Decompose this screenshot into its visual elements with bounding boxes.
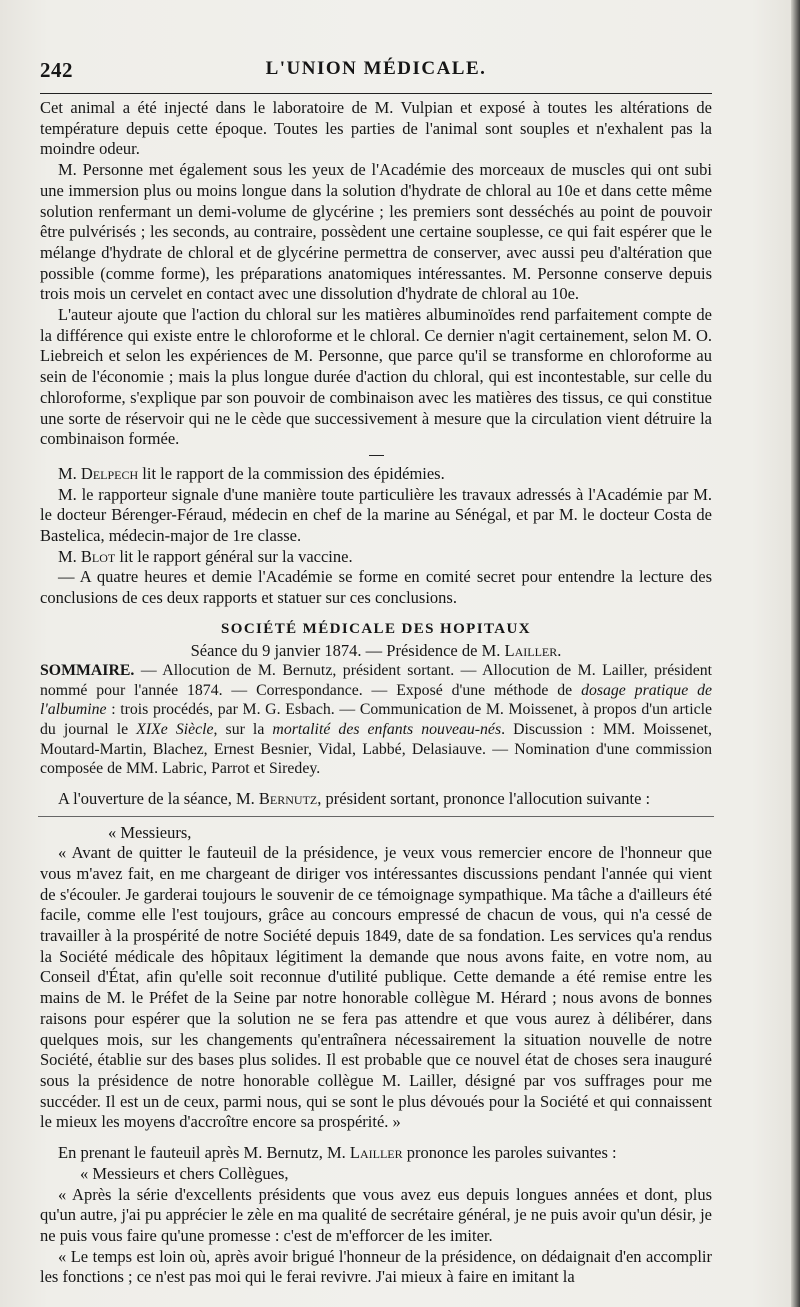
spacer [40, 1133, 712, 1143]
delpech-text: lit le rapport de la commission des épidémies. [138, 463, 445, 483]
ouverture-before: A l'ouverture de la séance, M. [58, 788, 259, 808]
sommaire-part-1: — Allocution de M. Bernutz, président sortant. — Allocution de M. Lailler, président nommé pour l'année 1874. — Correspondance. — Exposé d'une méthode de [40, 662, 712, 699]
thin-rule [38, 816, 714, 817]
lailler-after: prononce les paroles suivantes : [402, 1143, 617, 1163]
lailler-paragraph-2: « Le temps est loin où, après avoir brigué l'honneur de la présidence, on dédaignait d'en accomplir les fonctions ; ce n'est pas moi qui le ferai revivre. J'ai mieux à faire en imitant la [40, 1246, 712, 1287]
paragraph-comite: — A quatre heures et demie l'Académie se forme en comité secret pour entendre la lecture des conclusions de ces deux rapports et statuer sur ces conclusions. [40, 567, 712, 608]
sommaire-italic-1: dosage pratique de l'albumine [40, 681, 712, 719]
paragraph-blot [40, 547, 712, 568]
header-rule [40, 93, 712, 94]
blot-name: M. Blot [58, 546, 116, 566]
sommaire-part-2: : trois procédés, par M. G. Esbach. — Communication de M. Moissenet, à propos d'un article du journal le [40, 701, 712, 739]
sommaire-italic-3: mortalité des enfants nouveau-nés [272, 721, 502, 739]
spacer [40, 779, 712, 789]
page-header [40, 58, 712, 90]
ouverture-name: Bernutz [258, 788, 318, 808]
seance-president: Lailler. [504, 640, 562, 660]
allocution-salutation: « Messieurs, [108, 822, 192, 842]
allocution-text: « Avant de quitter le fauteuil de la présidence, je veux vous remercier encore de l'honneur que vous m'avez fait, en me chargeant de diriger vos intéressantes discussions pendant l'année qui vient de s'écouler. Je garderai toujours le souvenir de ce témoignage sympathique. Ma tâche a d'ailleurs été facile, comme elle l'est toujours, grâce au concours empressé de chacun de vous, qui n'a cessé de travailler à la prospérité de notre Société depuis 1849, date de sa fondation. Les services qu'a rendus la Société médicale des hôpitaux légitiment la demande que nous avons faite, en votre nom, au Conseil d'État, afin qu'elle soit reconnue d'utilité publique. Cette demande a été remise entre les mains de M. le Préfet de la Seine par notre honorable collègue M. Hérard ; nous avons de bonnes raisons pour espérer que la solution ne se fera pas attendre et que vous aurez à délibérer, dans quelques mois, sur les changements qu'entraînera nécessairement la situation nouvelle de notre Société, établie sur des bases plus solides. Il est probable que ce nouvel état de choses sera inauguré sous la présidence de notre honorable collègue M. Lailler, désigné par vos suffrages pour me succéder. Il est un de ceux, parmi nous, qui se sont le plus dévoués pour la Société et qui connaissent le mieux les moyens d'accroître encore sa prospérité. » [40, 843, 712, 1132]
sommaire [40, 661, 712, 779]
paragraph-rapporteur: M. le rapporteur signale d'une manière toute particulière les travaux adressés à l'Académie par M. le docteur Bérenger-Féraud, médecin en chef de la marine au Sénégal, et par M. le docteur Costa de Bastelica, médecin-major de 1re classe. [40, 484, 712, 546]
society-heading: SOCIÉTÉ MÉDICALE DES HOPITAUX [221, 620, 531, 637]
lailler-salutation: « Messieurs et chers Collègues, [80, 1163, 289, 1183]
sommaire-part-4: . Discussion : MM. Moissenet, Moutard-Martin, Blachez, Ernest Besnier, Vidal, Labbé, Delasiauve. — Nomination d'une commission composée de MM. Labric, Parrot et Siredey. [40, 721, 712, 778]
seance-prefix: Séance du 9 janvier 1874. — Présidence de M. [190, 640, 505, 660]
page-number: 242 [40, 58, 73, 82]
paragraph-animal: Cet animal a été injecté dans le laboratoire de M. Vulpian et exposé à toutes les altérations de température depuis cette époque. Toutes les parties de l'animal sont souples et n'exhalent pas la moindre odeur. [40, 98, 712, 159]
lailler-paragraph-1: « Après la série d'excellents présidents que vous avez eus depuis longues années et dont, plus qu'un autre, j'ai pu apprécier le zèle en ma qualité de secrétaire général, je ne puis avoir qu'un désir, je ne puis vous faire qu'une promesse : c'est de m'efforcer de les imiter. [40, 1184, 712, 1245]
page-edge-shadow [791, 0, 800, 1307]
paragraph-personne: M. Personne met également sous les yeux de l'Académie des morceaux de muscles qui ont subi une immersion plus ou moins longue dans la solution d'hydrate de chloral au 10e et dans cette même solution renfermant un demi-volume de glycérine ; les premiers sont desséchés au point de pouvoir être pulvérisés ; les seconds, au contraire, possèdent une certaine souplesse, ce qui fait espérer que le mélange d'hydrate de chloral et de glycérine permettra de conserver, avec aussi peu d'altération que possible (comme forme), les préparations anatomiques intéressantes. M. Personne conserve depuis trois mois un cervelet en contact avec une dissolution d'hydrate de chloral au 10e. [40, 160, 712, 304]
paragraph-chloral: L'auteur ajoute que l'action du chloral sur les matières albuminoïdes rend parfaitement compte de la différence qui existe entre le chloroforme et le chloral. Ce dernier n'agit certainement, selon M. O. Liebreich et selon les expériences de M. Personne, que parce qu'il se transforme en chloroforme au sein de l'économie ; mais la plus longue durée d'action du chloral, qui est incontestable, sur celle du chloroforme, s'explique par son pouvoir de combinaison avec les matières des tissus, ce qui constitue une sorte de réservoir qui ne le cède que successivement à mesure que la circulation vient détruire la combinaison formée. [40, 305, 712, 449]
paragraph-delpech [40, 464, 712, 485]
seance-line [40, 641, 712, 662]
sommaire-part-3: , sur la [213, 721, 273, 739]
delpech-name: M. Delpech [58, 463, 139, 483]
ouverture-after: , président sortant, prononce l'allocution suivante : [317, 788, 651, 808]
running-title: L'UNION MÉDICALE. [265, 58, 487, 79]
blot-text: lit le rapport général sur la vaccine. [115, 546, 353, 566]
sommaire-label: SOMMAIRE. [40, 662, 135, 680]
lailler-before: En prenant le fauteuil après M. Bernutz, M. [58, 1143, 350, 1163]
section-dash [369, 455, 384, 456]
paragraph-ouverture [40, 789, 712, 810]
sommaire-italic-2: XIXe Siècle [136, 721, 214, 739]
article-body [40, 98, 712, 1288]
lailler-name: Lailler [349, 1143, 403, 1163]
paragraph-lailler [40, 1143, 712, 1164]
